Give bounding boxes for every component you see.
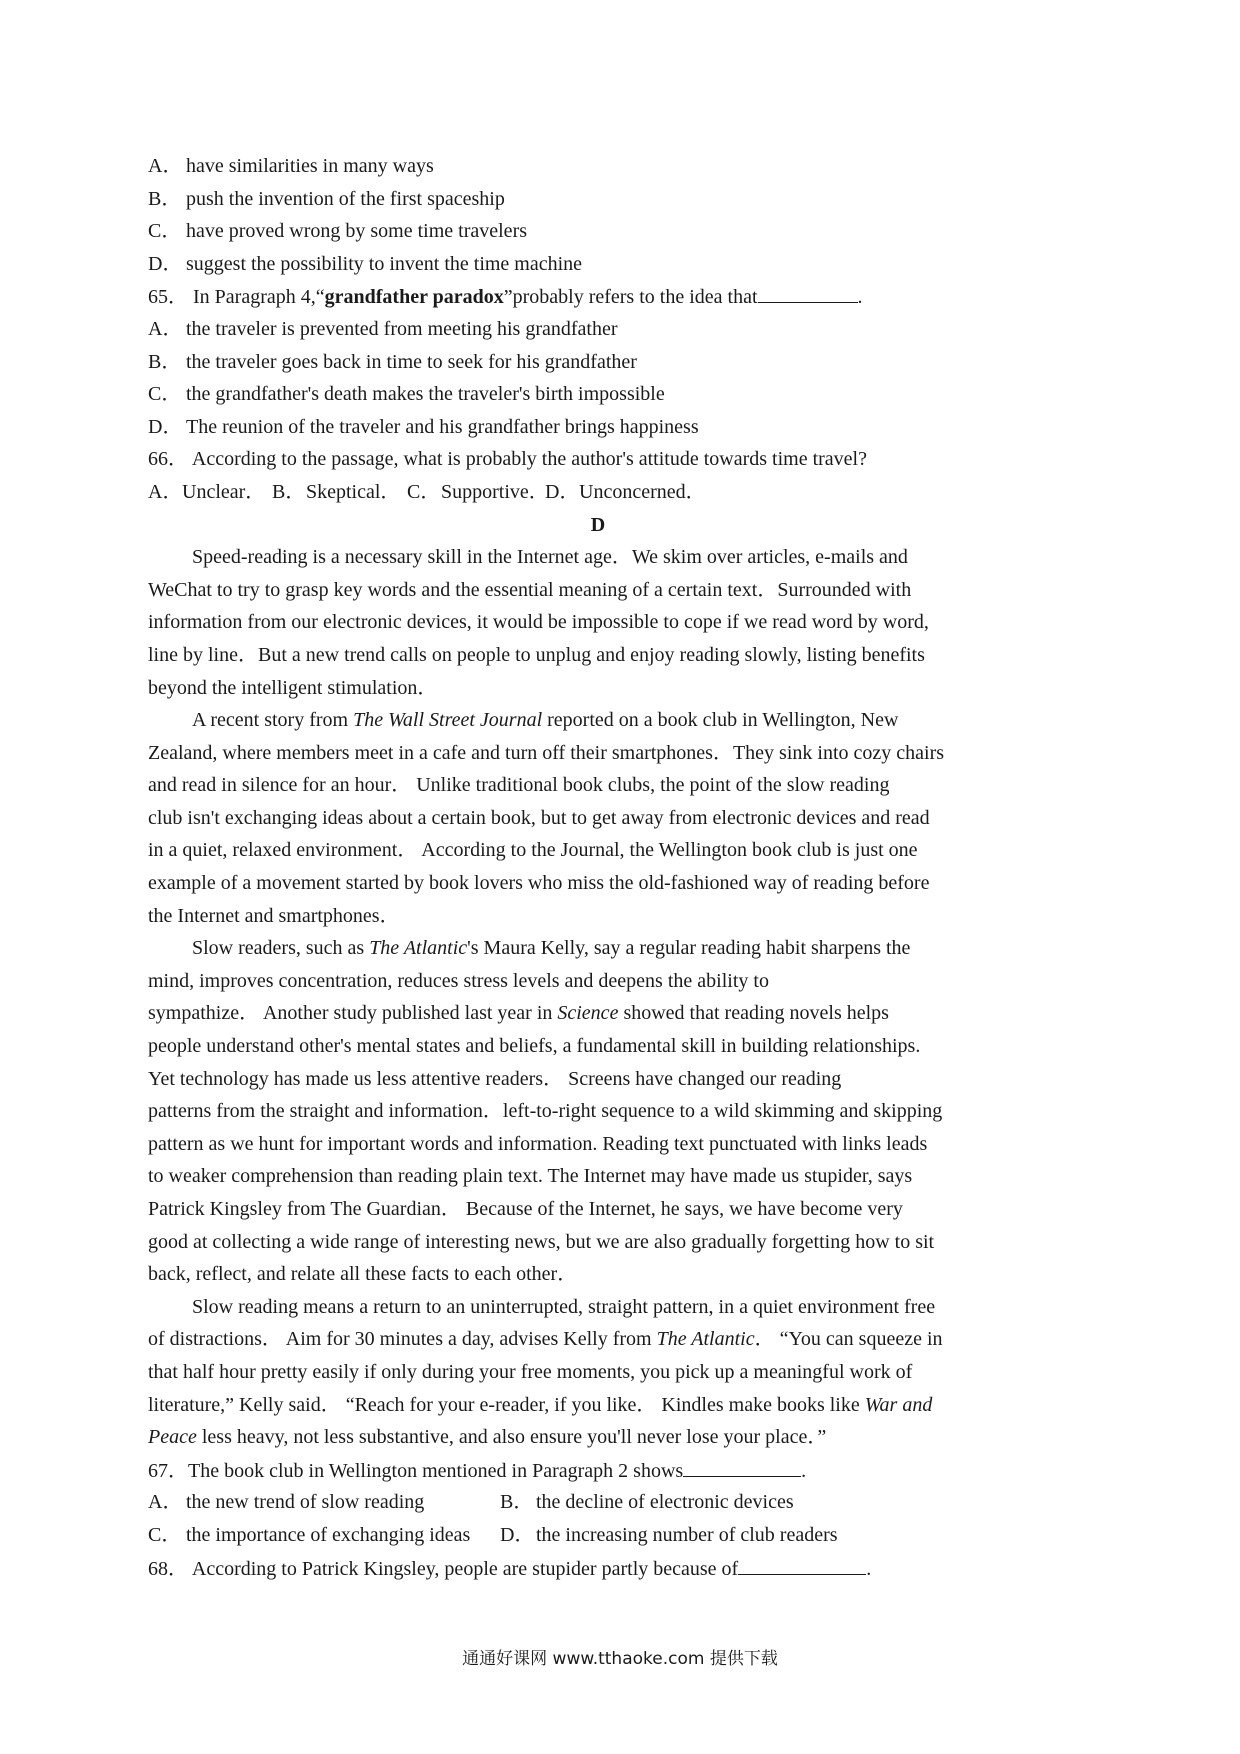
option-text: Skeptical．: [306, 480, 401, 503]
passage-line: the Internet and smartphones．: [148, 904, 400, 927]
q65-option-a: [148, 313, 1048, 346]
passage-line: Slow reading means a return to an uninterrupted, straight pattern, in a quiet environment free: [192, 1295, 936, 1318]
passage-line: to weaker comprehension than reading plain text. The Internet may have made us stupider, says: [148, 1165, 913, 1188]
answer-blank: [683, 1454, 801, 1477]
option-letter: B．: [148, 350, 182, 373]
option-letter: B．: [272, 480, 306, 503]
option-letter: B．: [500, 1491, 534, 1514]
option-letter: A．: [148, 317, 183, 340]
passage-line: mind, improves concentration, reduces stress levels and deepens the ability to: [148, 969, 769, 992]
q65-option-b: [148, 346, 1048, 379]
text-run: A recent story from: [192, 709, 354, 732]
text-run: less heavy, not less substantive, and also ensure you'll never lose your place．”: [196, 1426, 827, 1449]
option-letter: C．: [148, 1523, 182, 1546]
publication-title: The Atlantic: [656, 1328, 755, 1351]
option-text: the grandfather's death makes the traveler's birth impossible: [186, 383, 665, 406]
option-text: push the invention of the first spaceship: [186, 187, 505, 210]
q66-options: [148, 476, 1048, 509]
text-run: Slow readers, such as: [192, 937, 370, 960]
q66-stem: 66． According to the passage, what is probably the author's attitude towards time travel?: [148, 448, 867, 471]
q64-option-d: [148, 248, 1048, 281]
passage-paragraph-3: [148, 932, 1048, 1291]
passage-line: [148, 1389, 1048, 1422]
passage-line: in a quiet, relaxed environment． According to the Journal, the Wellington book club is just one: [148, 839, 918, 862]
text-run: ． “You can squeeze in: [754, 1328, 943, 1351]
q64-option-c: [148, 215, 1048, 248]
option-letter: A．: [148, 1491, 183, 1514]
passage-line: pattern as we hunt for important words and information. Reading text punctuated with links leads: [148, 1132, 928, 1155]
q68-stem-text: 68． According to Patrick Kingsley, people are stupider partly because of: [148, 1557, 739, 1580]
q64-options: [148, 150, 1048, 280]
q65-stem-bold: grandfather paradox: [324, 286, 504, 309]
q67-stem-text: 67．The book club in Wellington mentioned in Paragraph 2 shows: [148, 1459, 684, 1482]
answer-blank: [758, 280, 858, 303]
q65-stem: [148, 280, 1048, 313]
passage-line: beyond the intelligent stimulation．: [148, 676, 438, 699]
option-text: the importance of exchanging ideas: [186, 1523, 471, 1546]
passage-line: Patrick Kingsley from The Guardian． Because of the Internet, he says, we have become very: [148, 1198, 903, 1220]
passage-paragraph-1: [148, 541, 1048, 704]
passage-line: and read in silence for an hour． Unlike traditional book clubs, the point of the slow reading: [148, 774, 890, 797]
passage-line: [148, 997, 1048, 1030]
option-letter: A．: [148, 480, 183, 503]
option-letter: D．: [545, 480, 580, 503]
passage-line: back, reflect, and relate all these facts to each other．: [148, 1263, 578, 1286]
option-text: Unclear．: [182, 480, 266, 503]
option-letter: D．: [500, 1523, 535, 1546]
q67-options-ab: [148, 1486, 1048, 1519]
passage-line: line by line．But a new trend calls on people to unplug and enjoy reading slowly, listing benefits: [148, 643, 925, 666]
q65-stem-after: ”probably refers to the idea that: [503, 286, 758, 309]
q67-options-cd: [148, 1519, 1048, 1552]
option-letter: A．: [148, 155, 183, 177]
text-run: sympathize． Another study published last year in: [148, 1002, 558, 1025]
publication-title: Science: [557, 1002, 619, 1025]
option-text: have proved wrong by some time travelers: [186, 220, 528, 243]
passage-line: Yet technology has made us less attentive readers． Screens have changed our reading: [148, 1067, 842, 1090]
option-text: have similarities in many ways: [186, 155, 434, 177]
option-text: the new trend of slow reading: [186, 1491, 425, 1514]
book-title: War and: [864, 1393, 933, 1416]
option-letter: C．: [407, 480, 441, 503]
q68-stem: [148, 1552, 1048, 1585]
text-run: literature,” Kelly said． “Reach for your e-reader, if you like． Kindles make books like: [148, 1393, 865, 1416]
publication-title: The Atlantic: [369, 937, 468, 960]
passage-line: people understand other's mental states and beliefs, a fundamental skill in building relationships.: [148, 1035, 921, 1058]
option-text: the traveler goes back in time to seek for his grandfather: [186, 350, 637, 373]
passage-line: [148, 704, 1048, 737]
option-text: the increasing number of club readers: [536, 1523, 838, 1546]
page-footer: 通通好课网 www.tthaoke.com 提供下载: [462, 1649, 778, 1669]
passage-line: Zealand, where members meet in a cafe and turn off their smartphones．They sink into cozy chairs: [148, 741, 945, 764]
publication-title: The Wall Street Journal: [353, 709, 543, 732]
q65-stem-before: 65． In Paragraph 4,“: [148, 286, 325, 309]
option-letter: C．: [148, 383, 182, 406]
q67-stem: [148, 1454, 1048, 1487]
passage-line: [148, 1323, 1048, 1356]
answer-blank: [738, 1552, 866, 1575]
q65-stem-end: .: [857, 286, 863, 309]
option-text: the decline of electronic devices: [536, 1491, 794, 1514]
q68-stem-end: .: [866, 1557, 872, 1580]
q64-option-b: [148, 183, 1048, 216]
option-text: The reunion of the traveler and his grandfather brings happiness: [186, 415, 699, 438]
exam-page: [148, 150, 1048, 1584]
option-text: Supportive．: [441, 480, 549, 503]
section-title: D: [590, 513, 606, 536]
q65-option-c: [148, 378, 1048, 411]
text-run: reported on a book club in Wellington, New: [542, 709, 899, 732]
option-text: Unconcerned．: [579, 480, 706, 503]
text-run: showed that reading novels helps: [618, 1002, 889, 1025]
option-text: suggest the possibility to invent the time machine: [186, 252, 583, 275]
passage-line: good at collecting a wide range of interesting news, but we are also gradually forgetting how to sit: [148, 1230, 935, 1253]
option-letter: D．: [148, 252, 183, 275]
passage-line: Speed-reading is a necessary skill in the Internet age．We skim over articles, e-mails and: [192, 546, 908, 569]
book-title: Peace: [148, 1426, 197, 1449]
passage-line: patterns from the straight and information．left-to-right sequence to a wild skimming and skipping: [148, 1100, 943, 1123]
text-run: of distractions． Aim for 30 minutes a day, advises Kelly from: [148, 1328, 657, 1351]
passage-line: WeChat to try to grasp key words and the essential meaning of a certain text．Surrounded with: [148, 578, 912, 601]
passage-line: [148, 932, 1048, 965]
option-letter: D．: [148, 415, 183, 438]
passage-line: that half hour pretty easily if only during your free moments, you pick up a meaningful work of: [148, 1360, 913, 1383]
passage-line: [148, 1421, 1048, 1454]
passage-line: example of a movement started by book lovers who miss the old-fashioned way of reading before: [148, 872, 930, 895]
option-text: the traveler is prevented from meeting his grandfather: [186, 317, 618, 340]
text-run: 's Maura Kelly, say a regular reading habit sharpens the: [467, 937, 911, 960]
q65-option-d: [148, 411, 1048, 444]
option-letter: C．: [148, 220, 182, 243]
passage-line: information from our electronic devices, it would be impossible to cope if we read word by word,: [148, 611, 929, 634]
passage-line: club isn't exchanging ideas about a certain book, but to get away from electronic devices and read: [148, 806, 930, 829]
q64-option-a: [148, 150, 1048, 183]
passage-paragraph-2: [148, 704, 1048, 932]
q67-stem-end: .: [801, 1459, 807, 1482]
option-letter: B．: [148, 187, 182, 210]
passage-paragraph-4: [148, 1291, 1048, 1454]
